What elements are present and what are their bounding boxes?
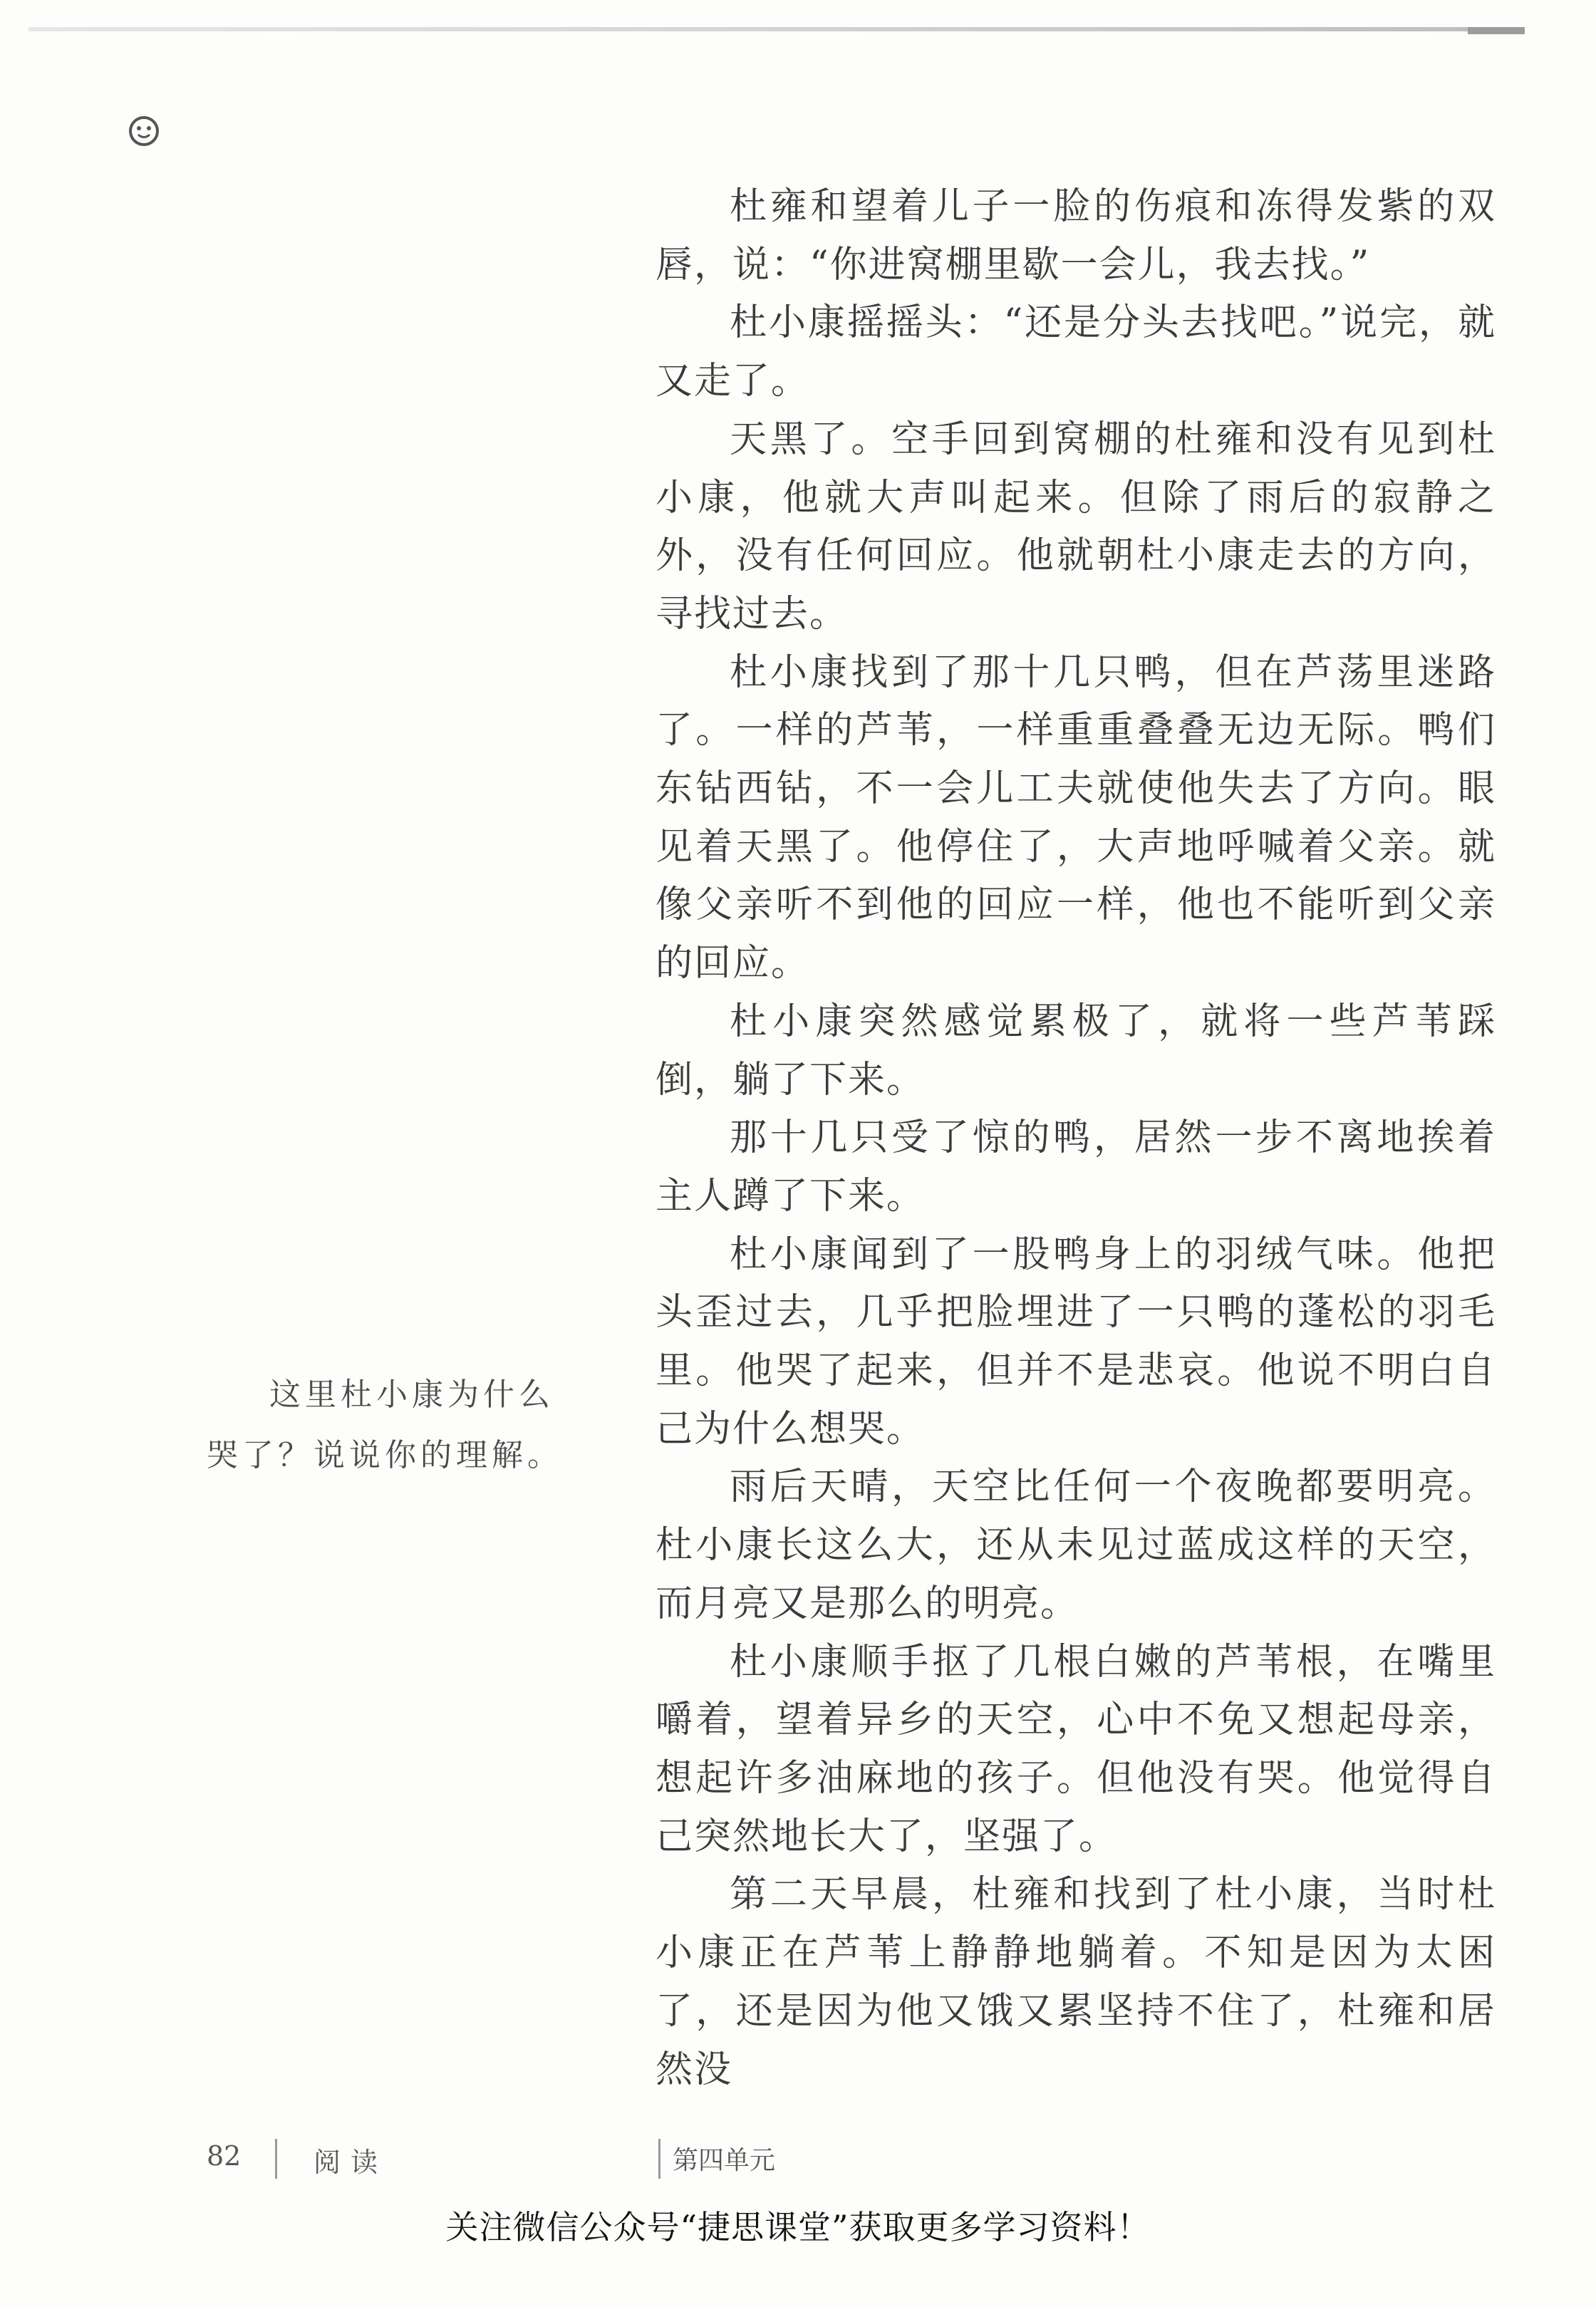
paragraph: 雨后天晴，天空比任何一个夜晚都要明亮。杜小康长这么大，还从未见过蓝成这样的天空，而月亮又是那么的明亮。 xyxy=(656,1466,1496,1625)
paragraph: 那十几只受了惊的鸭，居然一步不离地挨着主人蹲了下来。 xyxy=(656,1116,1496,1218)
section-name: 阅读 xyxy=(314,2147,388,2178)
footer-divider xyxy=(658,2139,660,2179)
main-text xyxy=(656,178,1496,2099)
page-number: 82 xyxy=(207,2140,242,2172)
paragraph: 杜雍和望着儿子一脸的伤痕和冻得发紫的双唇，说：“你进窝棚里歇一会儿，我去找。” xyxy=(656,185,1496,286)
paragraph: 杜小康摇摇头：“还是分头去找吧。”说完，就又走了。 xyxy=(656,301,1496,403)
paragraph: 天黑了。空手回到窝棚的杜雍和没有见到杜小康，他就大声叫起来。但除了雨后的寂静之外，没有任何回应。他就朝杜小康走去的方向，寻找过去。 xyxy=(656,418,1496,636)
page-footer xyxy=(0,2132,1596,2189)
margin-note-text: 这里杜小康为什么哭了？说说你的理解。 xyxy=(207,1377,563,1473)
footer-divider xyxy=(275,2139,277,2179)
margin-note xyxy=(207,1364,563,1486)
notice-banner: 关注微信公众号“捷思课堂”获取更多学习资料！ xyxy=(445,2208,1151,2246)
paragraph: 杜小康找到了那十几只鸭，但在芦荡里迷路了。一样的芦苇，一样重重叠叠无边无际。鸭们东钻西钻，不一会儿工夫就使他失去了方向。眼见着天黑了。他停住了，大声地呼喊着父亲。就像父亲听不到他的回应一样，他也不能听到父亲的回应。 xyxy=(656,650,1496,985)
paragraph: 杜小康闻到了一股鸭身上的羽绒气味。他把头歪过去，几乎把脸埋进了一只鸭的蓬松的羽毛里。他哭了起来，但并不是悲哀。他说不明白自己为什么想哭。 xyxy=(656,1233,1496,1451)
unit-name: 第四单元 xyxy=(673,2146,776,2175)
paragraph: 第二天早晨，杜雍和找到了杜小康，当时杜小康正在芦苇上静静地躺着。不知是因为太困了，还是因为他又饿又累坚持不住了，杜雍和居然没 xyxy=(656,1873,1496,2091)
paragraph: 杜小康突然感觉累极了，就将一些芦苇踩倒，躺了下来。 xyxy=(656,1000,1496,1101)
paragraph: 杜小康顺手抠了几根白嫩的芦苇根，在嘴里嚼着，望着异乡的天空，心中不免又想起母亲，想起许多油麻地的孩子。但他没有哭。他觉得自己突然地长大了，坚强了。 xyxy=(656,1640,1496,1858)
top-rule xyxy=(28,27,1510,31)
top-rule-accent xyxy=(1468,27,1525,34)
face-icon xyxy=(127,114,161,148)
